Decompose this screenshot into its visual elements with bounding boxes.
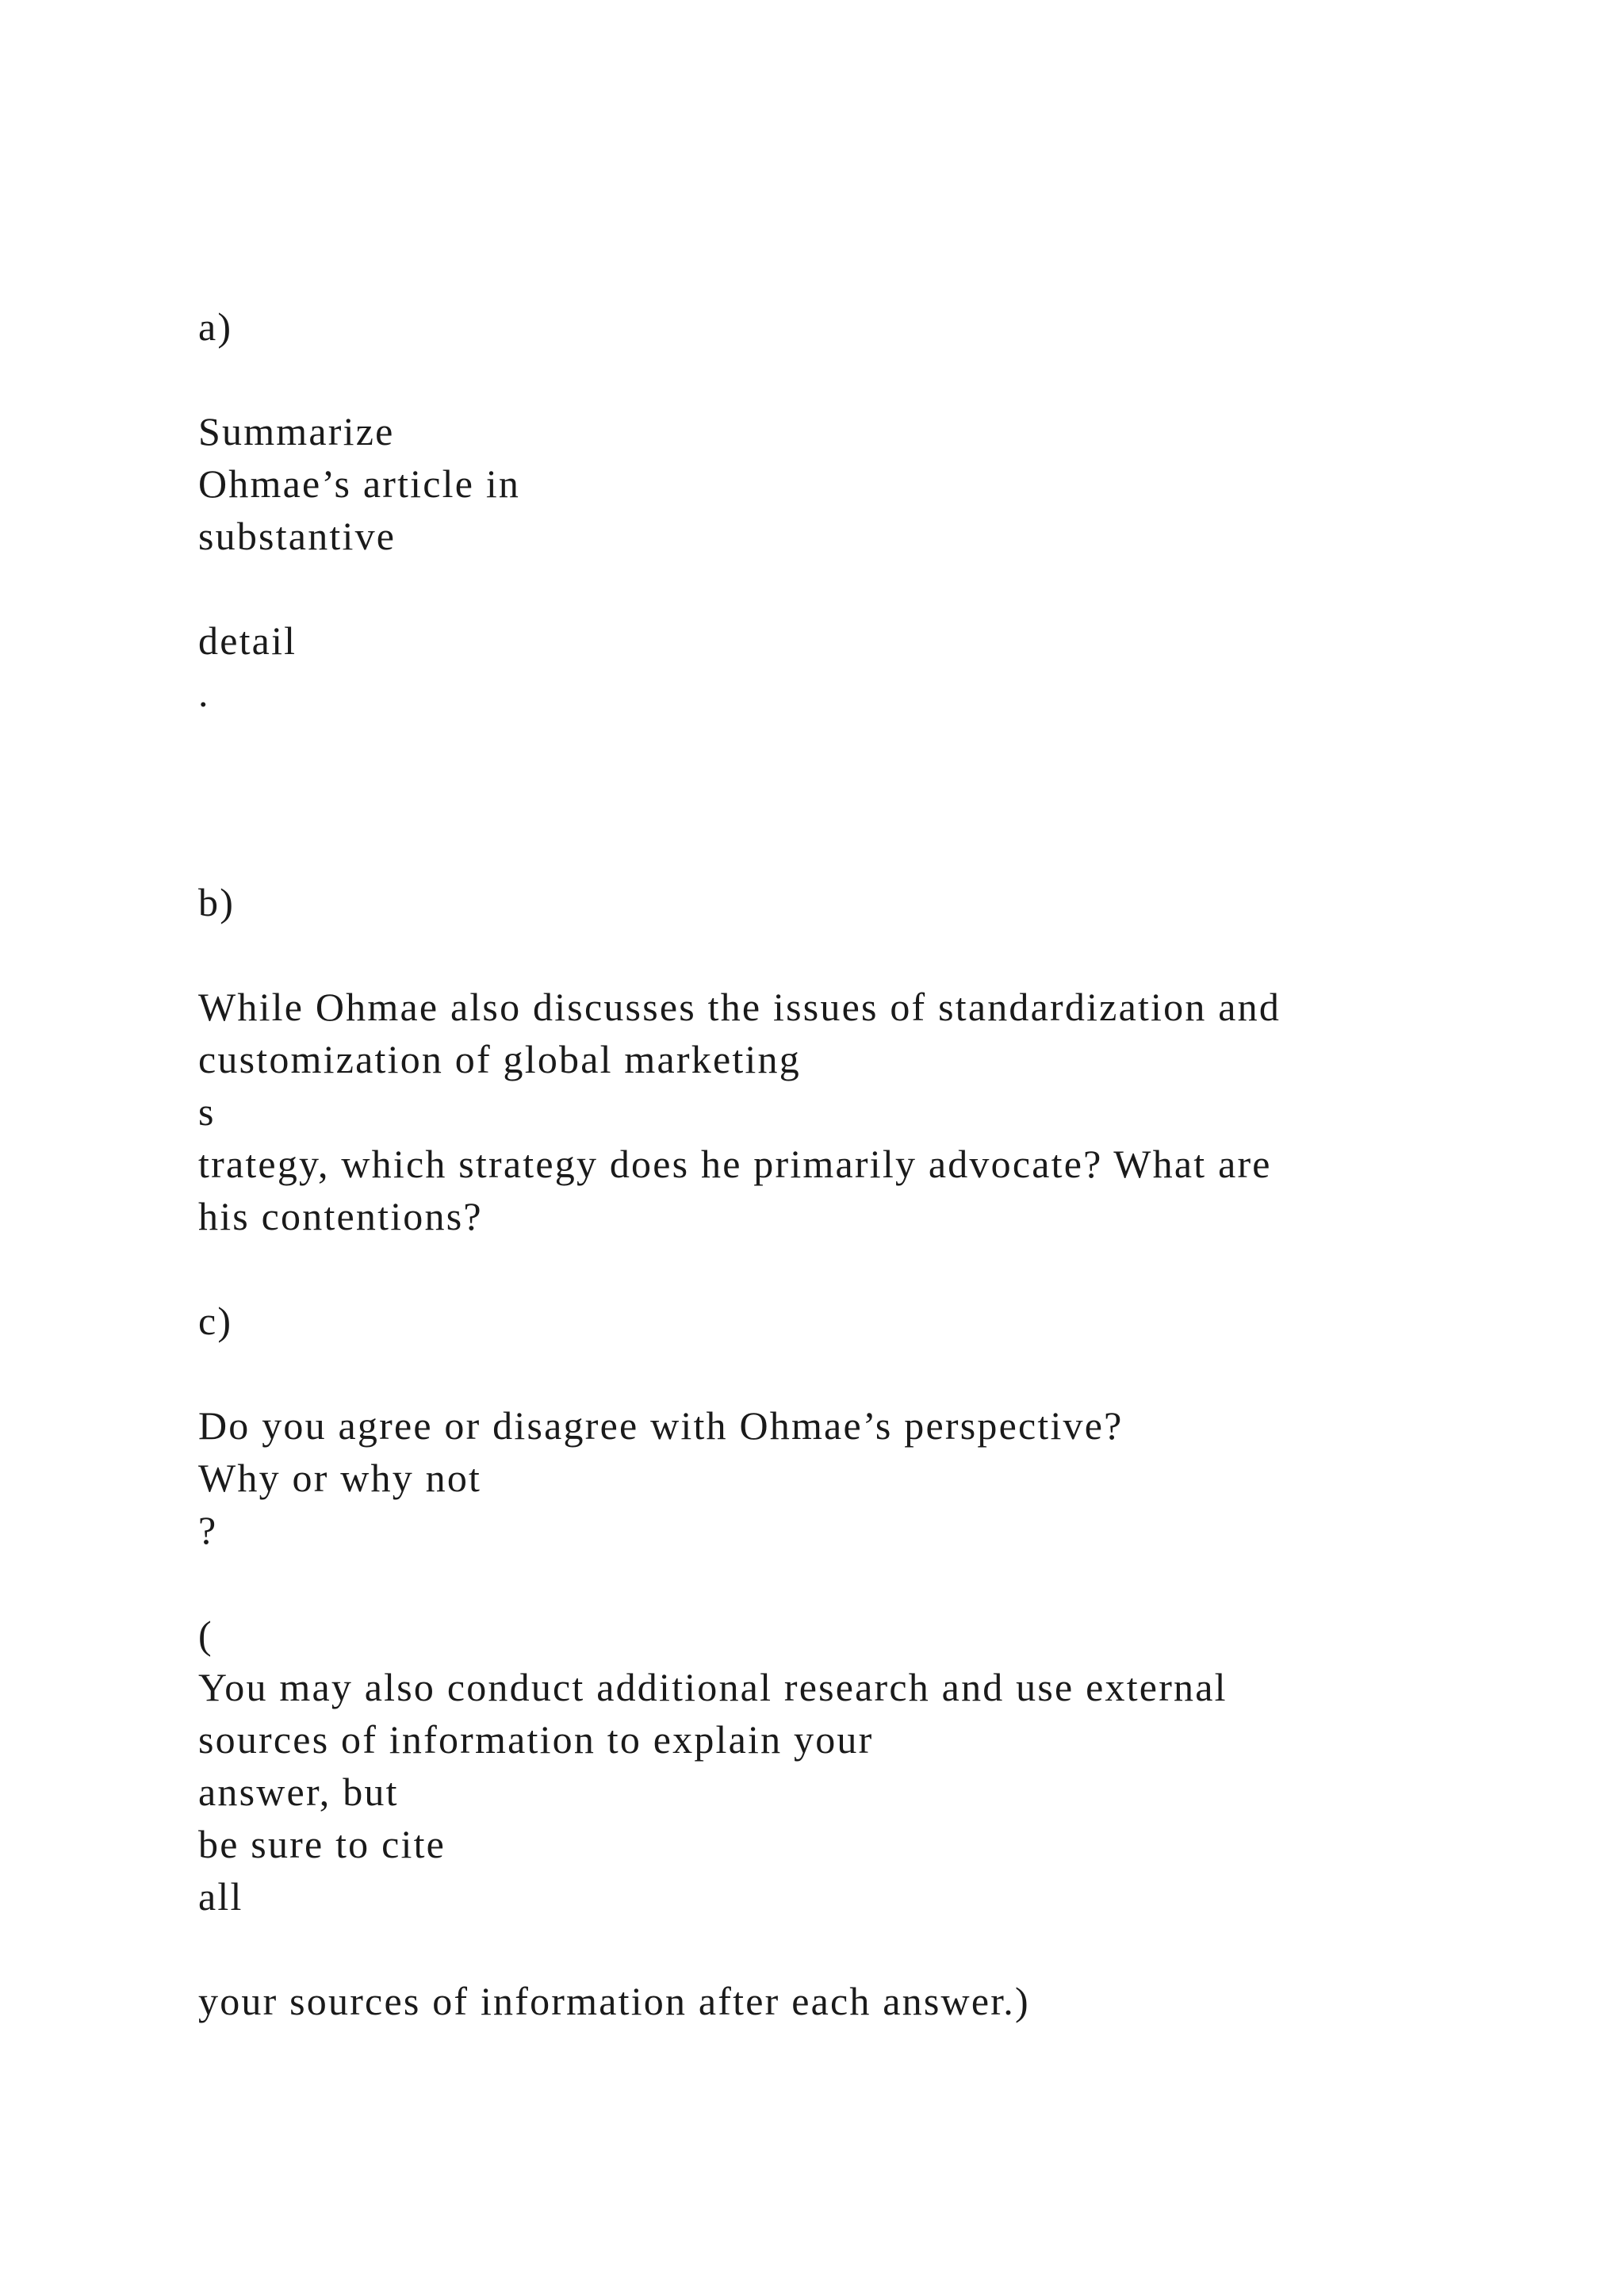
- note-line-7: your sources of information after each answer.): [198, 1979, 1030, 2023]
- question-a-marker: a): [198, 304, 233, 349]
- question-a-line-2: Ohmae’s article in: [198, 461, 521, 506]
- question-b-line-5: his contentions?: [198, 1194, 483, 1238]
- note-line-2: You may also conduct additional research and use external: [198, 1665, 1228, 1709]
- question-b-marker: b): [198, 880, 236, 924]
- question-a-line-4: detail: [198, 618, 297, 663]
- question-b-line-4: trategy, which strategy does he primarily advocate? What are: [198, 1142, 1272, 1186]
- question-c-line-3: ?: [198, 1508, 218, 1552]
- question-c-line-1: Do you agree or disagree with Ohmae’s perspective?: [198, 1403, 1124, 1448]
- question-b-line-3: s: [198, 1089, 216, 1134]
- note-line-4: answer, but: [198, 1770, 399, 1814]
- question-a-line-3: substantive: [198, 514, 396, 558]
- note-line-3: sources of information to explain your: [198, 1717, 874, 1762]
- question-c-marker: c): [198, 1299, 233, 1343]
- question-b-line-2: customization of global marketing: [198, 1037, 801, 1081]
- question-c-line-2: Why or why not: [198, 1456, 482, 1500]
- question-b-line-1: While Ohmae also discusses the issues of standardization and: [198, 985, 1281, 1029]
- question-a-line-1: Summarize: [198, 409, 395, 453]
- note-line-6: all: [198, 1874, 243, 1919]
- note-line-1: (: [198, 1613, 213, 1657]
- note-line-5: be sure to cite: [198, 1822, 446, 1866]
- question-a-line-5: .: [198, 671, 210, 715]
